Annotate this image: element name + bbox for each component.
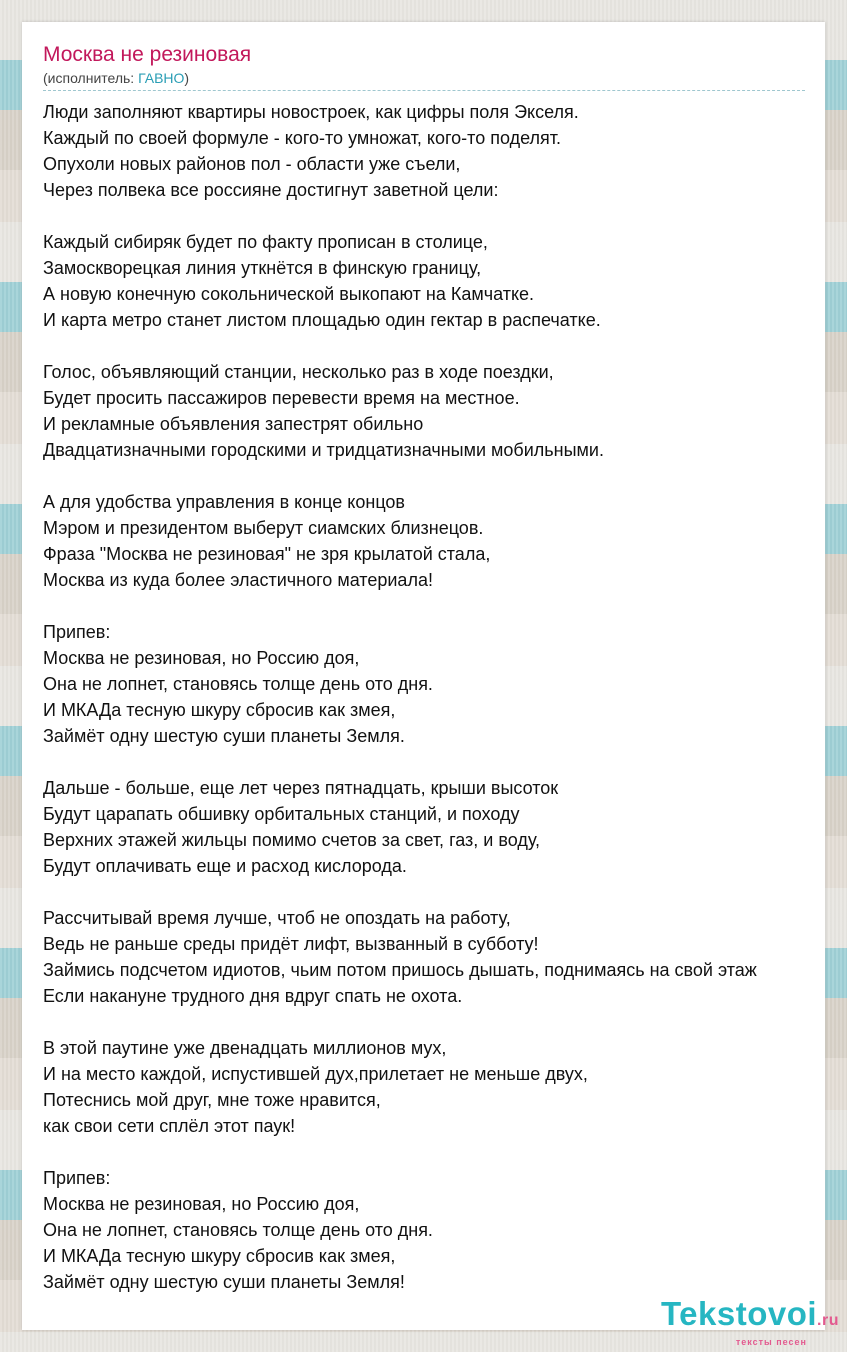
stanza-gap	[43, 333, 805, 359]
lyric-line: Замоскворецкая линия уткнётся в финскую границу,	[43, 258, 482, 278]
lyric-line: Займёт одну шестую суши планеты Земля!	[43, 1272, 405, 1292]
lyric-line: Будут царапать обшивку орбитальных станций, и походу	[43, 804, 520, 824]
lyric-line: Голос, объявляющий станции, несколько раз в ходе поездки,	[43, 362, 554, 382]
stanza-gap	[43, 749, 805, 775]
lyric-line: Будут оплачивать еще и расход кислорода.	[43, 856, 407, 876]
lyrics-text	[43, 99, 805, 1295]
stanza-gap	[43, 203, 805, 229]
logo-tld: .ru	[817, 1312, 839, 1329]
stanza-gap	[43, 1139, 805, 1165]
lyric-line: Каждый сибиряк будет по факту прописан в столице,	[43, 232, 488, 252]
stanza-gap	[43, 1009, 805, 1035]
song-title: Москва не резиновая	[43, 43, 252, 66]
lyric-line: И рекламные объявления запестрят обильно	[43, 414, 424, 434]
lyric-line: Займись подсчетом идиотов, чьим потом пришось дышать, поднимаясь на свой этаж	[43, 960, 757, 980]
lyric-line: Она не лопнет, становясь толще день ото дня.	[43, 1220, 433, 1240]
artist-link[interactable]: ГАВНО	[138, 70, 185, 86]
lyric-line: В этой паутине уже двенадцать миллионов мух,	[43, 1038, 447, 1058]
lyric-line: И МКАДа тесную шкуру сбросив как змея,	[43, 700, 396, 720]
lyric-line: А для удобства управления в конце концов	[43, 492, 405, 512]
lyric-line: И МКАДа тесную шкуру сбросив как змея,	[43, 1246, 396, 1266]
lyric-line: Москва из куда более эластичного материала!	[43, 570, 433, 590]
lyric-line: Москва не резиновая, но Россию доя,	[43, 1194, 360, 1214]
lyric-line: Опухоли новых районов пол - области уже съели,	[43, 154, 461, 174]
lyric-line: И на место каждой, испустившей дух,прилетает не меньше двух,	[43, 1064, 588, 1084]
lyrics-card	[22, 22, 825, 1330]
lyric-line: Потеснись мой друг, мне тоже нравится,	[43, 1090, 381, 1110]
artist-line	[43, 69, 805, 91]
lyric-line: Если накануне трудного дня вдруг спать не охота.	[43, 986, 463, 1006]
lyric-line: Москва не резиновая, но Россию доя,	[43, 648, 360, 668]
lyric-line: Через полвека все россияне достигнут заветной цели:	[43, 180, 499, 200]
lyric-line: Верхних этажей жильцы помимо счетов за свет, газ, и воду,	[43, 830, 541, 850]
artist-prefix: (исполнитель:	[43, 70, 139, 86]
stanza-gap	[43, 593, 805, 619]
lyric-line: Рассчитывай время лучше, чтоб не опоздать на работу,	[43, 908, 511, 928]
lyric-line: Двадцатизначными городскими и тридцатизначными мобильными.	[43, 440, 604, 460]
logo-wordmark	[660, 1295, 839, 1337]
lyric-line: Припев:	[43, 1168, 111, 1188]
lyric-line: Фраза "Москва не резиновая" не зря крылатой стала,	[43, 544, 491, 564]
lyric-line: Люди заполняют квартиры новостроек, как цифры поля Экселя.	[43, 102, 579, 122]
lyric-line: А новую конечную сокольнической выкопают на Камчатке.	[43, 284, 535, 304]
lyric-line: И карта метро станет листом площадью один гектар в распечатке.	[43, 310, 601, 330]
lyric-line: Ведь не раньше среды придёт лифт, вызванный в субботу!	[43, 934, 539, 954]
lyric-line: Дальше - больше, еще лет через пятнадцать, крыши высоток	[43, 778, 559, 798]
lyric-line: Будет просить пассажиров перевести время на местное.	[43, 388, 520, 408]
artist-suffix: )	[184, 70, 190, 86]
lyric-line: Она не лопнет, становясь толще день ото дня.	[43, 674, 433, 694]
lyric-line: Займёт одну шестую суши планеты Земля.	[43, 726, 405, 746]
lyric-line: как свои сети сплёл этот паук!	[43, 1116, 296, 1136]
lyric-line: Каждый по своей формуле - кого-то умножат, кого-то поделят.	[43, 128, 561, 148]
lyric-line: Мэром и президентом выберут сиамских близнецов.	[43, 518, 484, 538]
logo-tagline: тексты песен	[735, 1337, 807, 1347]
logo-main-text: Tekstovoi	[660, 1295, 818, 1332]
site-logo[interactable]	[660, 1295, 839, 1347]
stanza-gap	[43, 463, 805, 489]
lyric-line: Припев:	[43, 622, 111, 642]
stanza-gap	[43, 879, 805, 905]
